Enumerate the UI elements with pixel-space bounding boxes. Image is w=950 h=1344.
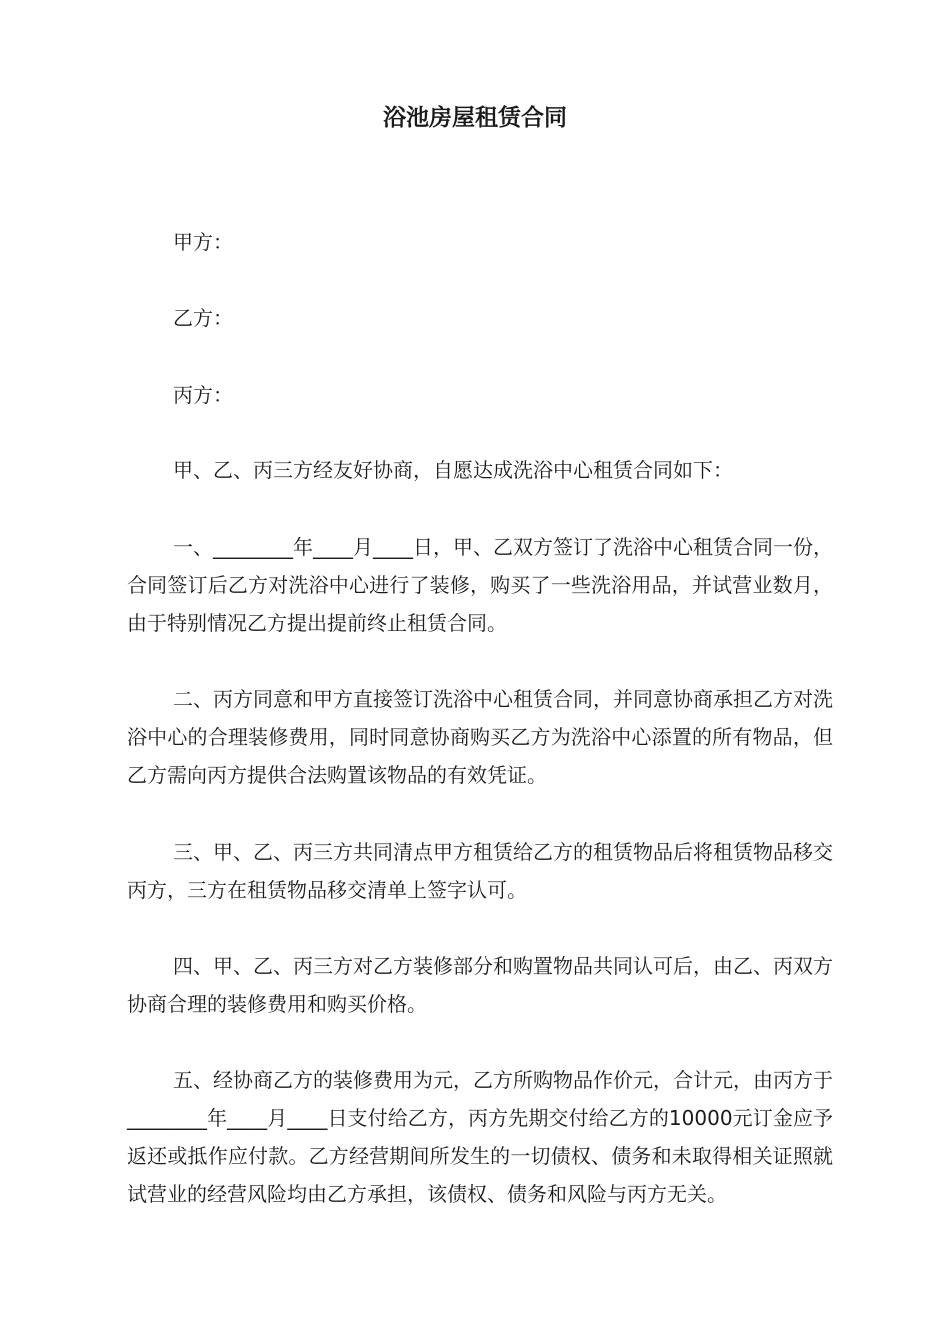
party-c-label: 丙方： bbox=[173, 383, 233, 407]
intro-paragraph: 甲、乙、丙三方经友好协商，自愿达成洗浴中心租赁合同如下： bbox=[173, 458, 733, 482]
document-title: 浴池房屋租赁合同 bbox=[383, 105, 567, 131]
clause-3: 三、甲、乙、丙三方共同清点甲方租赁给乙方的租赁物品后将租赁物品移交丙方，三方在租赁物品移交清单上签字认可。 bbox=[127, 840, 833, 902]
clause-1: 一、________年____月____日，甲、乙双方签订了洗浴中心租赁合同一份，合同签订后乙方对洗浴中心进行了装修，购买了一些洗浴用品，并试营业数月，由于特别情况乙方提出提前终止租赁合同。 bbox=[127, 535, 833, 635]
clause-5: 五、经协商乙方的装修费用为元，乙方所购物品作价元，合计元，由丙方于________年____月____日支付给乙方，丙方先期交付给乙方的10000元订金应予返还或抵作应付款。乙方经营期间所发生的一切债权、债务和未取得相关证照就试营业的经营风险均由乙方承担，该债权、债务和风险与丙方无关。 bbox=[127, 1068, 833, 1206]
clause-4: 四、甲、乙、丙三方对乙方装修部分和购置物品共同认可后，由乙、丙双方协商合理的装修费用和购买价格。 bbox=[127, 954, 833, 1016]
clause-2: 二、丙方同意和甲方直接签订洗浴中心租赁合同，并同意协商承担乙方对洗浴中心的合理装修费用，同时同意协商购买乙方为洗浴中心添置的所有物品，但乙方需向丙方提供合法购置该物品的有效凭证。 bbox=[127, 687, 833, 787]
party-a-label: 甲方： bbox=[173, 230, 233, 254]
party-b-label: 乙方： bbox=[173, 306, 233, 330]
